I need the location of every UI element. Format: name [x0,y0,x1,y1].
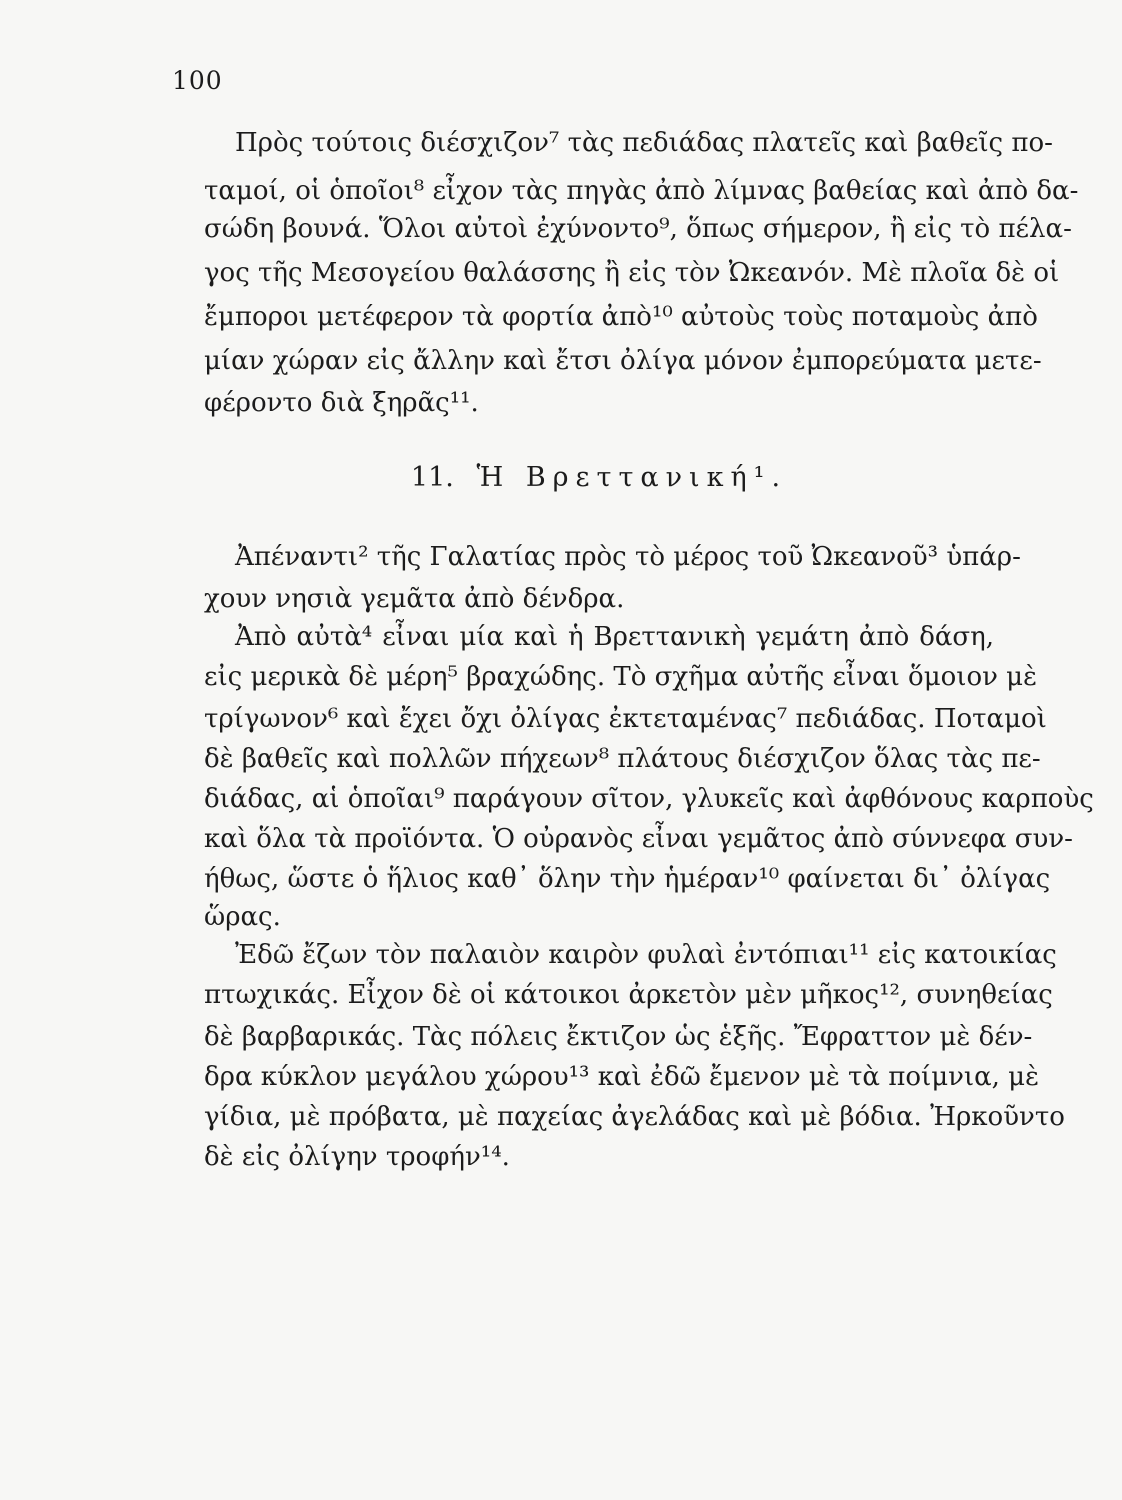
text-line: δρα κύκλον μεγάλου χώρου¹³ καὶ ἐδῶ ἔμενον μὲ τὰ ποίμνια, μὲ [204,1062,1040,1092]
text-line: Ἀπὸ αὐτὰ⁴ εἶναι μία καὶ ἡ Βρεττανικὴ γεμάτη ἀπὸ δάση, [235,622,994,652]
text-line: τρίγωνον⁶ καὶ ἔχει ὄχι ὀλίγας ἐκτεταμένας⁷ πεδιάδας. Ποταμοὶ [204,704,1047,734]
page-number: 100 [172,66,223,95]
text-line: δὲ βαρβαρικάς. Τὰς πόλεις ἔκτιζον ὡς ἑξῆς. Ἔφραττον μὲ δέν- [204,1022,1033,1052]
text-line: σώδη βουνά. Ὅλοι αὐτοὶ ἐχύνοντο⁹, ὅπως σήμερον, ἢ εἰς τὸ πέλα- [204,214,1072,244]
text-line: ἔμποροι μετέφερον τὰ φορτία ἀπὸ¹⁰ αὐτοὺς τοὺς ποταμοὺς ἀπὸ [204,302,1038,332]
text-line: δὲ εἰς ὀλίγην τροφήν¹⁴. [204,1142,510,1172]
text-line: ὥρας. [204,902,281,932]
text-line: καὶ ὅλα τὰ προϊόντα. Ὁ οὐρανὸς εἶναι γεμᾶτος ἀπὸ σύννεφα συν- [204,824,1073,854]
text-line: γίδια, μὲ πρόβατα, μὲ παχείας ἀγελάδας καὶ μὲ βόδια. Ἠρκοῦντο [204,1102,1065,1132]
section-number: 11. [410,462,454,493]
text-line: χουν νησιὰ γεμᾶτα ἀπὸ δένδρα. [204,584,625,614]
text-line: διάδας, αἱ ὁποῖαι⁹ παράγουν σῖτον, γλυκεῖς καὶ ἀφθόνους καρποὺς [204,784,1094,814]
text-line: πτωχικάς. Εἶχον δὲ οἱ κάτοικοι ἀρκετὸν μὲν μῆκος¹², συνηθείας [204,980,1053,1010]
text-line: ήθως, ὥστε ὁ ἥλιος καθ᾿ ὅλην τὴν ἡμέραν¹⁰ φαίνεται δι᾿ ὀλίγας [204,864,1051,894]
text-line: Πρὸς τούτοις διέσχιζον⁷ τὰς πεδιάδας πλατεῖς καὶ βαθεῖς πο- [235,128,1053,158]
text-line: εἰς μερικὰ δὲ μέρη⁵ βραχώδης. Τὸ σχῆμα αὐτῆς εἶναι ὅμοιον μὲ [204,662,1038,692]
text-line: φέροντο διὰ ξηρᾶς¹¹. [204,388,479,418]
text-line: Ἐδῶ ἔζων τὸν παλαιὸν καιρὸν φυλαὶ ἐντόπιαι¹¹ εἰς κατοικίας [235,940,1057,970]
text-line: γος τῆς Μεσογείου θαλάσσης ἢ εἰς τὸν Ὠκεανόν. Μὲ πλοῖα δὲ οἱ [204,258,1060,288]
text-line: δὲ βαθεῖς καὶ πολλῶν πήχεων⁸ πλάτους διέσχιζον ὅλας τὰς πε- [204,744,1041,774]
text-line: Ἀπέναντι² τῆς Γαλατίας πρὸς τὸ μέρος τοῦ Ὠκεανοῦ³ ὑπάρ- [235,542,1021,572]
text-line: μίαν χώραν εἰς ἄλλην καὶ ἔτσι ὀλίγα μόνον ἐμπορεύματα μετε- [204,346,1042,376]
section-title: Ἡ Βρεττανική¹. [476,462,788,493]
text-line: ταμοί, οἱ ὁποῖοι⁸ εἶχον τὰς πηγὰς ἀπὸ λίμνας βαθείας καὶ ἀπὸ δα- [204,176,1079,206]
section-heading [204,458,994,498]
